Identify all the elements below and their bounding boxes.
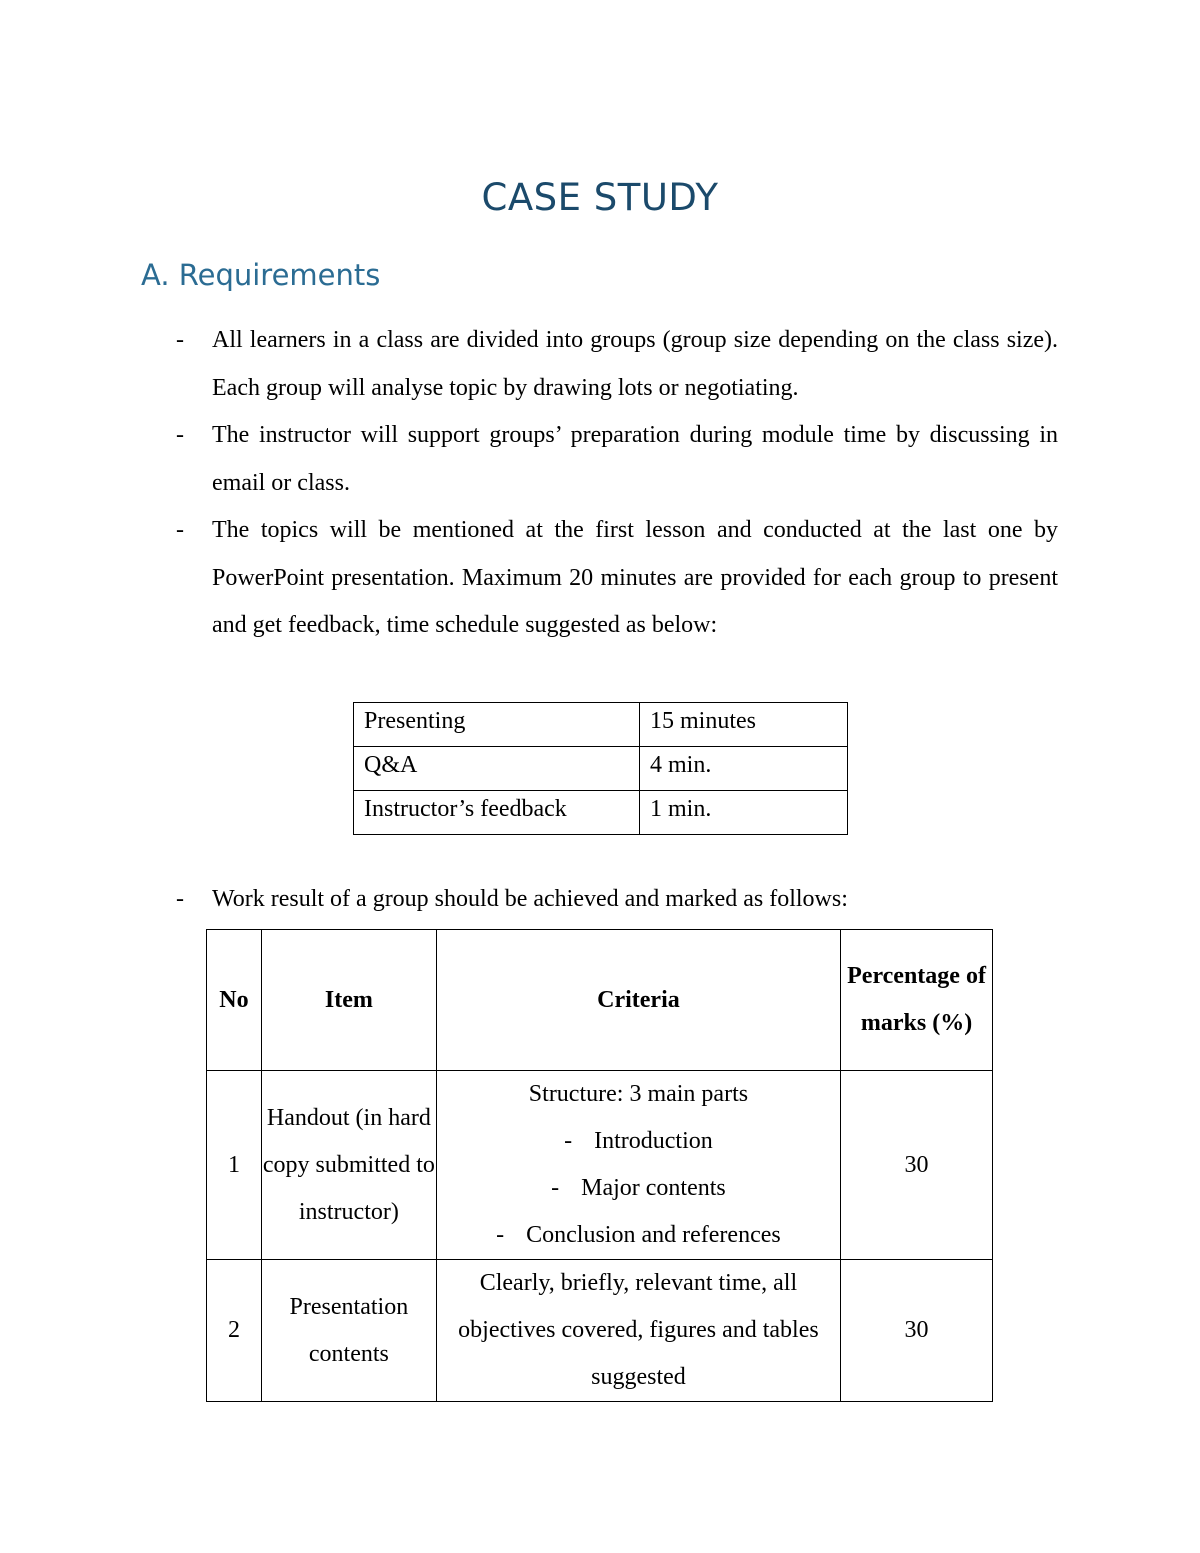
column-header-no: No	[207, 930, 262, 1071]
page-title: CASE STUDY	[481, 176, 719, 219]
column-header-item: Item	[261, 930, 436, 1071]
schedule-duration-cell: 1 min.	[640, 791, 848, 835]
list-item	[176, 876, 1094, 923]
table-row	[207, 1260, 993, 1402]
time-schedule-table	[353, 702, 848, 835]
table-row	[354, 703, 848, 747]
bullet-marker: -	[176, 327, 184, 353]
requirements-list	[176, 317, 1058, 650]
list-item	[176, 317, 1058, 412]
column-header-percentage: Percentage of marks (%)	[841, 930, 993, 1071]
list-item-text: The topics will be mentioned at the first lesson and conducted at the last one by PowerPoint presentation. Maximum 20 minutes are provided for each group to present and get feedback, time schedule suggested as below:	[212, 517, 1058, 638]
list-item-text: The instructor will support groups’ preparation during module time by discussing in email or class.	[212, 422, 1058, 496]
list-item-text: All learners in a class are divided into groups (group size depending on the class size). Each group will analyse topic by drawing lots or negotiating.	[212, 327, 1058, 401]
schedule-duration-cell: 4 min.	[640, 747, 848, 791]
criteria-point	[437, 1165, 840, 1212]
marking-table	[206, 929, 993, 1402]
row-number-cell: 2	[207, 1260, 262, 1402]
list-item-text: Work result of a group should be achieved and marked as follows:	[212, 886, 848, 912]
column-header-criteria: Criteria	[436, 930, 840, 1071]
table-row	[354, 791, 848, 835]
bullet-marker: -	[564, 1128, 573, 1154]
item-cell: Presentation contents	[261, 1260, 436, 1402]
schedule-duration-cell: 15 minutes	[640, 703, 848, 747]
schedule-activity-cell: Q&A	[354, 747, 640, 791]
table-row	[354, 747, 848, 791]
criteria-point-text: Introduction	[594, 1128, 713, 1154]
list-item	[176, 412, 1058, 507]
bullet-marker: -	[176, 517, 184, 543]
item-cell: Handout (in hard copy submitted to instructor)	[261, 1071, 436, 1260]
criteria-point-text: Conclusion and references	[526, 1222, 781, 1248]
criteria-point-text: Major contents	[581, 1175, 726, 1201]
criteria-cell: Clearly, briefly, relevant time, all objectives covered, figures and tables suggested	[436, 1260, 840, 1402]
schedule-activity-cell: Presenting	[354, 703, 640, 747]
row-number-cell: 1	[207, 1071, 262, 1260]
bullet-marker: -	[176, 886, 184, 912]
percentage-cell: 30	[841, 1071, 993, 1260]
criteria-point	[437, 1212, 840, 1259]
section-heading-requirements: A. Requirements	[141, 258, 381, 292]
criteria-intro: Structure: 3 main parts	[528, 1081, 749, 1107]
criteria-point	[437, 1118, 840, 1165]
bullet-marker: -	[551, 1175, 560, 1201]
bullet-marker: -	[176, 422, 184, 448]
table-row	[207, 1071, 993, 1260]
criteria-cell	[436, 1071, 840, 1260]
bullet-marker: -	[496, 1222, 505, 1248]
table-header-row	[207, 930, 993, 1071]
percentage-cell: 30	[841, 1260, 993, 1402]
list-item	[176, 507, 1058, 650]
schedule-activity-cell: Instructor’s feedback	[354, 791, 640, 835]
